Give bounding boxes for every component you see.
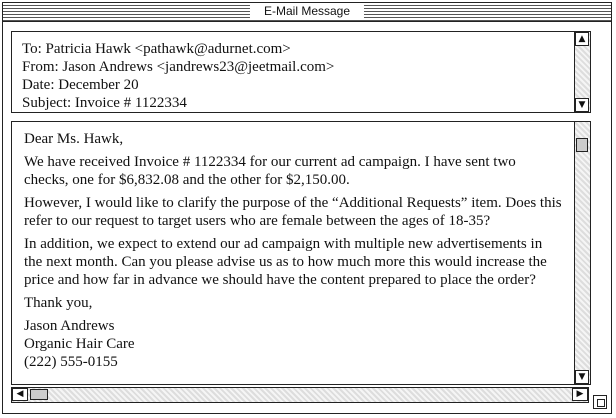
scroll-left-icon[interactable]: ◀ bbox=[12, 388, 28, 401]
signature-phone: (222) 555-0155 bbox=[24, 354, 118, 370]
paragraph-1: We have received Invoice # 1122334 for our current ad campaign. I have sent two checks, one for $6,832.08 and the other for $2,150.00. bbox=[24, 154, 516, 188]
horizontal-scrollbar[interactable] bbox=[11, 387, 589, 403]
signature-name: Jason Andrews bbox=[24, 318, 115, 334]
scroll-up-icon[interactable]: ▲ bbox=[575, 32, 589, 46]
title-bar[interactable] bbox=[3, 3, 611, 22]
from-field: From: Jason Andrews <jandrews23@jeetmail.com> bbox=[22, 59, 335, 75]
to-field: To: Patricia Hawk <pathawk@adurnet.com> bbox=[22, 41, 291, 57]
message-body bbox=[24, 130, 564, 371]
resize-handle-icon[interactable] bbox=[593, 395, 607, 409]
subject-field: Subject: Invoice # 1122334 bbox=[22, 95, 187, 111]
body-scroll-down-icon[interactable]: ▼ bbox=[575, 370, 589, 384]
paragraph-2: However, I would like to clarify the purpose of the “Additional Requests” item. Does this refer to our request to target users who are female between the ages of 18-35? bbox=[24, 195, 562, 229]
email-window bbox=[2, 2, 612, 414]
window-title: E-Mail Message bbox=[250, 4, 364, 19]
date-field: Date: December 20 bbox=[22, 77, 139, 93]
header-pane bbox=[11, 31, 591, 113]
header-vertical-scrollbar[interactable] bbox=[574, 32, 590, 112]
body-vertical-scrollbar[interactable] bbox=[574, 122, 590, 384]
closing: Thank you, bbox=[24, 295, 93, 311]
scroll-right-icon[interactable]: ▶ bbox=[572, 388, 588, 401]
header-fields bbox=[22, 40, 334, 112]
paragraph-3: In addition, we expect to extend our ad campaign with multiple new advertisements in the next month. Can you please advise us as to how much more this would increase the price and how far in advance we should have the content prepared to place the order? bbox=[24, 236, 547, 288]
vertical-scroll-thumb[interactable] bbox=[576, 138, 588, 152]
scroll-down-icon[interactable]: ▼ bbox=[575, 98, 589, 112]
signature-company: Organic Hair Care bbox=[24, 336, 135, 352]
message-body-pane bbox=[11, 121, 591, 385]
horizontal-scroll-thumb[interactable] bbox=[30, 389, 48, 400]
greeting: Dear Ms. Hawk, bbox=[24, 131, 124, 147]
